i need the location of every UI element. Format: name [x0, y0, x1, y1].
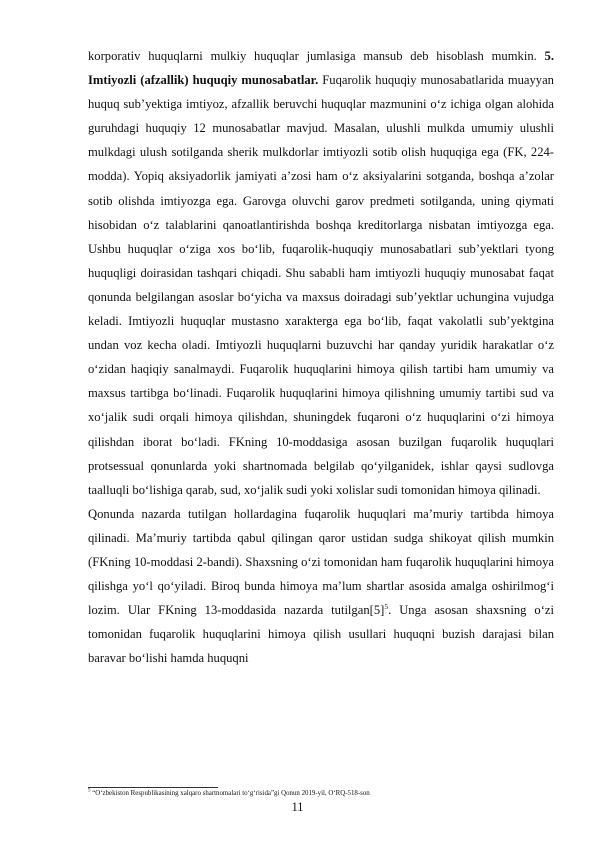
footnote-reference[interactable]: 5: [384, 601, 389, 611]
body-text: [88, 44, 554, 670]
footnote-text: “O‘zbekiston Respublikasining xalqaro shartnomalari to‘g‘risida”gi Qonun 2019-yil, O‘RQ-518-son: [90, 790, 370, 797]
paragraph-1-lead-text: korporativ huquqlarni mulkiy huquqlar jumlasiga mansub deb hisoblash mumkin.: [88, 49, 545, 63]
footnote-marker: 5: [88, 788, 91, 794]
paragraph-1: [88, 44, 554, 502]
footnote: [88, 789, 554, 798]
paragraph-1-text: Fuqarolik huquqiy munosabatlarida muayyan huquq sub’yektiga imtiyoz, afzallik beruvchi huquqlar mazmunini o‘z ichiga olgan alohida guruhdagi huquqiy 12 munosabatlar mavjud. Masalan, ulushli mulkda umumiy ulushli mulkdagi ulush sotilganda sherik mulkdorlar imtiyozli sotib olish huquqiga ega (FK, 224-modda). Yopiq aksiyadorlik jamiyati a’zosi ham o‘z aksiyalarini sotganda, boshqa a’zolar sotib olishda imtiyozga ega. Garovga oluvchi garov predmeti sotilganda, uning qiymati hisobidan o‘z talablarini qanoatlantirishda boshqa kreditorlarga nisbatan imtiyozga ega. Ushbu huquqlar o‘ziga xos bo‘lib, fuqarolik-huquqiy munosabatlari sub’yektlari tyong huquqligi doirasidan tashqari chiqadi. Shu sababli ham imtiyozli huquqiy munosabat faqat qonunda belgilangan asoslar bo‘yicha va maxsus doiradagi sub’yektlar uchungina vujudga keladi. Imtiyozli huquqlar mustasno xarakterga ega bo‘lib, faqat vakolatli sub’yektgina undan voz kecha oladi. Imtiyozli huquqlarni buzuvchi har qanday yuridik harakatlar o‘z o‘zidan haqiqiy sanalmaydi. Fuqarolik huquqlarini himoya qilish tartibi ham umumiy va maxsus tartibga bo‘linadi. Fuqarolik huquqlarini himoya qilishning umumiy tartibi sud va xo‘jalik sudi orqali himoya qilishdan, shuningdek fuqaroni o‘z huquqlarini o‘zi himoya qilishdan iborat bo‘ladi. FKning 10-moddasiga asosan buzilgan fuqarolik huquqlari protsessual qonunlarda yoki shartnomada belgilab qo‘yilganidek, ishlar qaysi sudlovga taalluqli bo‘lishiga qarab, sud, xo‘jalik sudi yoki xolislar sudi tomonidan himoya qilinadi.: [88, 73, 554, 497]
paragraph-2-text: Qonunda nazarda tutilgan hollardagina fuqarolik huquqlari ma’muriy tartibda himoya qilinadi. Ma’muriy tartibda qabul qilingan qaror ustidan sudga shikoyat qilish mumkin (FKning 10-moddasi 2-bandi). Shaxsning o‘zi tomonidan ham fuqarolik huquqlarini himoya qilishga yo‘l qo‘yiladi. Biroq bunda himoya ma’lum shartlar asosida amalga oshirilmog‘i lozim. Ular FKning 13-moddasida nazarda tutilgan[5]: [88, 506, 554, 618]
page-number: 11: [291, 800, 304, 814]
section-heading: 5. Imtiyozli (afzallik) huquqiy munosabatlar.: [88, 49, 554, 88]
footnote-divider: [88, 787, 218, 788]
paragraph-2-continuation: . Unga asosan shaxsning o‘zi tomonidan fuqarolik huquqlarini himoya qilish usullari huquqni buzish darajasi bilan baravar bo‘lishi hamda huquqni: [88, 603, 554, 666]
paragraph-2: [88, 502, 554, 671]
